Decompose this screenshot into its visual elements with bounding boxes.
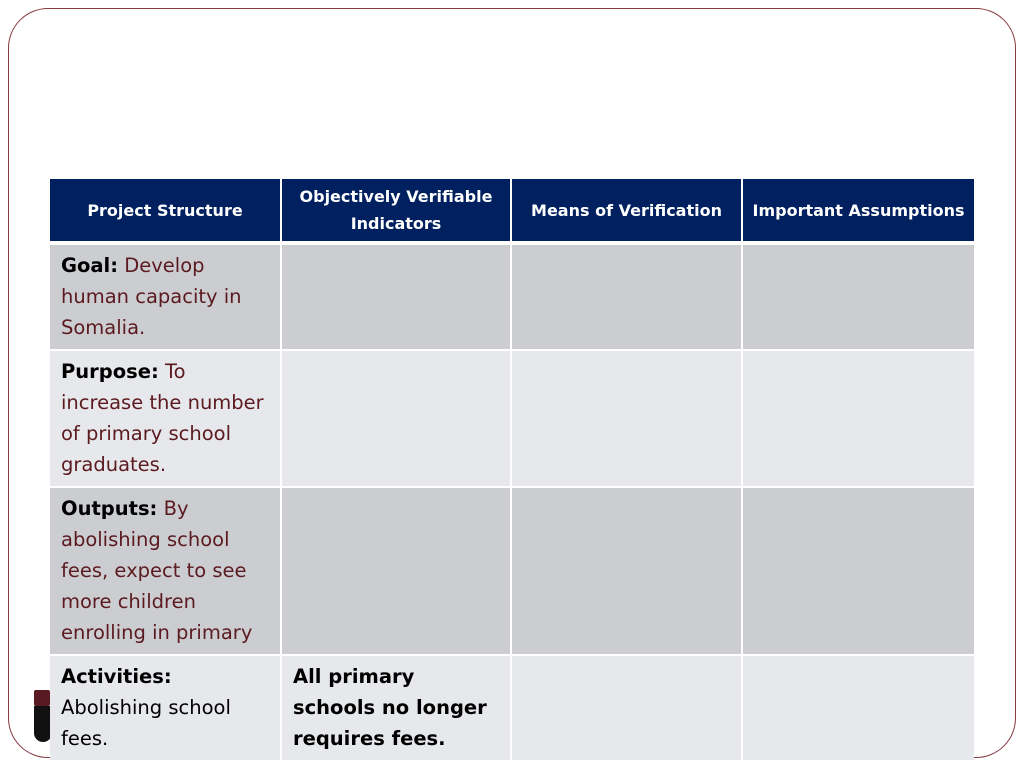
logframe-table (50, 179, 974, 762)
table-row-goal (50, 243, 974, 350)
row-description-outputs: By abolishing school fees, expect to see more children enrolling in primary (61, 497, 253, 644)
cell-activities-verification (511, 655, 742, 761)
cell-goal-structure (50, 243, 281, 350)
cell-activities-structure (50, 655, 281, 761)
header-indicators: Objectively Verifiable Indicators (281, 179, 511, 243)
table-row-activities (50, 655, 974, 761)
row-description-activities: Abolishing school fees. (61, 696, 231, 750)
row-label-purpose: Purpose: (61, 360, 159, 383)
cell-goal-assumptions (742, 243, 974, 350)
cell-activities-indicator: All primary schools no longer requires fees. (281, 655, 511, 761)
header-row (50, 179, 974, 243)
cell-purpose-assumptions (742, 350, 974, 487)
cell-purpose-indicator (281, 350, 511, 487)
cell-outputs-verification (511, 487, 742, 655)
table-row-outputs (50, 487, 974, 655)
header-means-of-verification: Means of Verification (511, 179, 742, 243)
cell-outputs-assumptions (742, 487, 974, 655)
cell-purpose-structure (50, 350, 281, 487)
cell-goal-indicator (281, 243, 511, 350)
table-row-purpose (50, 350, 974, 487)
row-description-purpose: To increase the number of primary school graduates. (61, 360, 264, 476)
header-project-structure: Project Structure (50, 179, 281, 243)
cell-outputs-indicator (281, 487, 511, 655)
row-description-goal: Develop human capacity in Somalia. (61, 254, 242, 339)
cell-goal-verification (511, 243, 742, 350)
cell-purpose-verification (511, 350, 742, 487)
cell-activities-assumptions (742, 655, 974, 761)
row-label-outputs: Outputs: (61, 497, 158, 520)
row-label-goal: Goal: (61, 254, 119, 277)
row-label-activities: Activities: (61, 665, 172, 688)
cell-outputs-structure (50, 487, 281, 655)
header-important-assumptions: Important Assumptions (742, 179, 974, 243)
